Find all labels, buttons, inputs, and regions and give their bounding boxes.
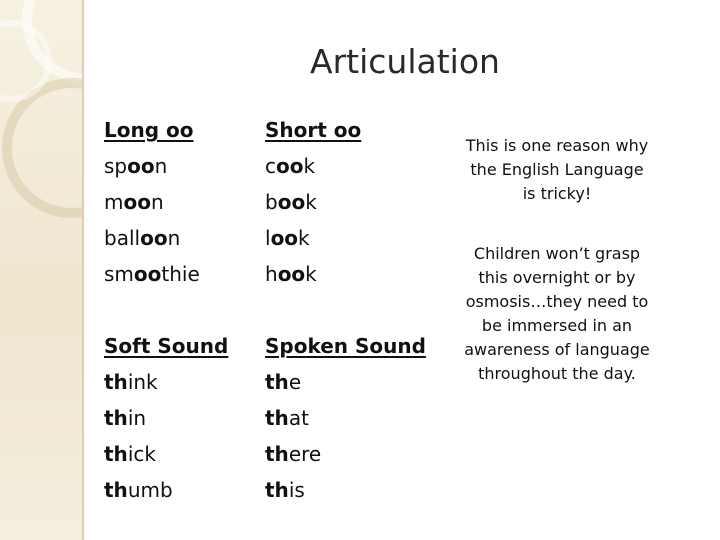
highlighted-letters: th [265,370,289,394]
group-header: Short oo [265,118,362,142]
word-list [104,364,284,508]
word-part: ball [104,226,141,250]
word-item [104,256,284,292]
word-item [265,400,445,436]
word-list [104,148,284,292]
word-part: k [298,226,310,250]
word-part: ere [288,442,322,466]
left-word-column [104,112,284,508]
word-part: h [265,262,278,286]
word-part: sp [104,154,128,178]
word-item [265,256,445,292]
highlighted-letters: th [104,406,128,430]
word-part: b [265,190,278,214]
word-item [104,364,284,400]
word-part: thie [161,262,200,286]
word-item [265,472,445,508]
group-header: Spoken Sound [265,334,426,358]
word-item [265,364,445,400]
highlighted-letters: th [104,442,128,466]
highlighted-letters: th [104,370,128,394]
word-item [104,472,284,508]
word-item [104,436,284,472]
word-list [265,364,445,508]
highlighted-letters: oo [127,154,155,178]
word-item [265,436,445,472]
word-part: is [288,478,305,502]
word-item [104,148,284,184]
group-header: Long oo [104,118,194,142]
word-part: k [303,154,316,178]
highlighted-letters: oo [270,226,299,250]
word-part: sm [104,262,134,286]
highlighted-letters: oo [123,190,151,214]
word-item [104,184,284,220]
word-part: n [154,154,168,178]
word-part: n [167,226,181,250]
word-item [104,400,284,436]
word-part: ink [127,370,158,394]
word-part: at [288,406,309,430]
word-part: umb [127,478,173,502]
word-part: ick [127,442,156,466]
highlighted-letters: oo [276,154,304,178]
word-part: c [265,154,276,178]
short-oo-group [265,112,445,292]
word-part: k [305,190,317,214]
highlighted-letters: oo [277,262,306,286]
group-header: Soft Sound [104,334,229,358]
note-tricky: This is one reason why the English Language is tricky! [465,136,649,203]
slide-title: Articulation [310,42,500,81]
word-part: m [104,190,124,214]
word-list [265,148,445,292]
highlighted-letters: th [265,478,289,502]
word-part: in [127,406,147,430]
highlighted-letters: th [265,442,289,466]
word-item [265,184,445,220]
highlighted-letters: th [265,406,289,430]
highlighted-letters: oo [277,190,306,214]
word-part: e [288,370,302,394]
decorative-side-panel [0,0,82,540]
long-oo-group [104,112,284,292]
highlighted-letters: oo [140,226,168,250]
word-part: k [305,262,317,286]
spoken-sound-group [265,328,445,508]
right-word-column [265,112,445,508]
word-part: n [150,190,164,214]
soft-sound-group [104,328,284,508]
word-item [104,220,284,256]
word-item [265,148,445,184]
word-item [265,220,445,256]
side-panel-border [82,0,84,540]
word-part: l [265,226,271,250]
note-immersion: Children won’t grasp this overnight or by osmosis…they need to be immersed in an awareness of language throughout the day. [464,244,650,383]
highlighted-letters: oo [133,262,162,286]
highlighted-letters: th [104,478,128,502]
